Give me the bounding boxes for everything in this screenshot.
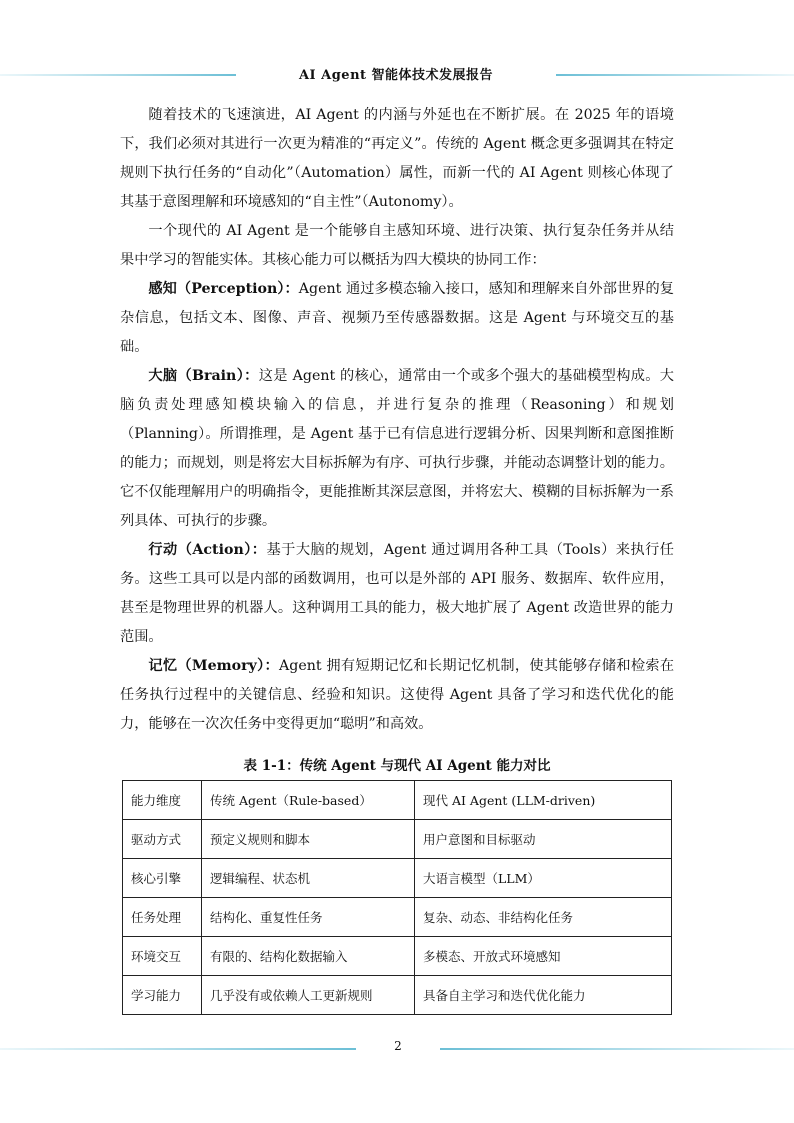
page-number: 2 (394, 1039, 402, 1053)
table-cell: 现代 AI Agent (LLM-driven) (415, 781, 672, 820)
table-cell: 大语言模型（LLM） (415, 859, 672, 898)
footer-rule-left (0, 1048, 356, 1050)
table-cell: 环境交互 (123, 937, 202, 976)
paragraph-perception: 感知（Perception）：Agent 通过多模态输入接口，感知和理解来自外部世界的复杂信息，包括文本、图像、声音、视频乃至传感器数据。这是 Agent 与环境交互的基础。 (120, 281, 674, 355)
table-cell: 学习能力 (123, 976, 202, 1015)
term-label: 记忆（Memory）： (148, 658, 280, 674)
comparison-table (122, 780, 672, 1015)
table-cell: 用户意图和目标驱动 (415, 820, 672, 859)
table-cell: 几乎没有或依赖人工更新规则 (202, 976, 415, 1015)
table-row (123, 976, 672, 1015)
body-text (120, 101, 674, 739)
table-caption: 表 1-1：传统 Agent 与现代 AI Agent 能力对比 (243, 758, 551, 774)
table-row (123, 937, 672, 976)
table-cell: 结构化、重复性任务 (202, 898, 415, 937)
table-cell: 传统 Agent（Rule-based） (202, 781, 415, 820)
paragraph-intro: 随着技术的飞速演进，AI Agent 的内涵与外延也在不断扩展。在 2025 年的语境下，我们必须对其进行一次更为精准的“再定义”。传统的 Agent 概念更多强调其在特定规则下执行任务的“自动化”（Automation）属性，而新一代的 AI Agent 则核心体现了其基于意图理解和环境感知的“自主性”（Autonomy）。 (120, 107, 674, 210)
term-label: 行动（Action）： (148, 542, 267, 558)
table-cell: 核心引擎 (123, 859, 202, 898)
paragraph-memory: 记忆（Memory）：Agent 拥有短期记忆和长期记忆机制，使其能够存储和检索在任务执行过程中的关键信息、经验和知识。这使得 Agent 具备了学习和迭代优化的能力，能够在一次次任务中变得更加“聪明”和高效。 (120, 658, 675, 732)
table-cell: 任务处理 (123, 898, 202, 937)
table-row (123, 781, 672, 820)
footer-rule-right (440, 1048, 794, 1050)
table-cell: 能力维度 (123, 781, 202, 820)
table-row (123, 898, 672, 937)
table-cell: 预定义规则和脚本 (202, 820, 415, 859)
paragraph-action: 行动（Action）：基于大脑的规划，Agent 通过调用各种工具（Tools）来执行任务。这些工具可以是内部的函数调用，也可以是外部的 API 服务、数据库、软件应用，甚至是物理世界的机器人。这种调用工具的能力，极大地扩展了 Agent 改造世界的能力范围。 (120, 542, 674, 645)
table-cell: 驱动方式 (123, 820, 202, 859)
paragraph-brain: 大脑（Brain）：这是 Agent 的核心，通常由一个或多个强大的基础模型构成。大脑负责处理感知模块输入的信息，并进行复杂的推理（Reasoning）和规划（Planning）。所谓推理，是 Agent 基于已有信息进行逻辑分析、因果判断和意图推断的能力；而规划，则是将宏大目标拆解为有序、可执行步骤，并能动态调整计划的能力。 它不仅能理解用户的明确指令，更能推断其深层意图，并将宏大、模糊的目标拆解为一系列具体、可执行的步骤。 (120, 368, 674, 529)
term-label: 大脑（Brain）： (148, 368, 259, 384)
paragraph-definition: 一个现代的 AI Agent 是一个能够自主感知环境、进行决策、执行复杂任务并从结果中学习的智能实体。其核心能力可以概括为四大模块的协同工作： (120, 223, 674, 268)
header-title: AI Agent 智能体技术发展报告 (298, 68, 494, 83)
table-cell: 有限的、结构化数据输入 (202, 937, 415, 976)
table-cell: 复杂、动态、非结构化任务 (415, 898, 672, 937)
header-rule-right (556, 74, 794, 76)
table-row (123, 859, 672, 898)
term-label: 感知（Perception）： (148, 281, 299, 297)
header-rule-left (0, 74, 236, 76)
table-row (123, 820, 672, 859)
table-cell: 具备自主学习和迭代优化能力 (415, 976, 672, 1015)
table-cell: 逻辑编程、状态机 (202, 859, 415, 898)
table-cell: 多模态、开放式环境感知 (415, 937, 672, 976)
